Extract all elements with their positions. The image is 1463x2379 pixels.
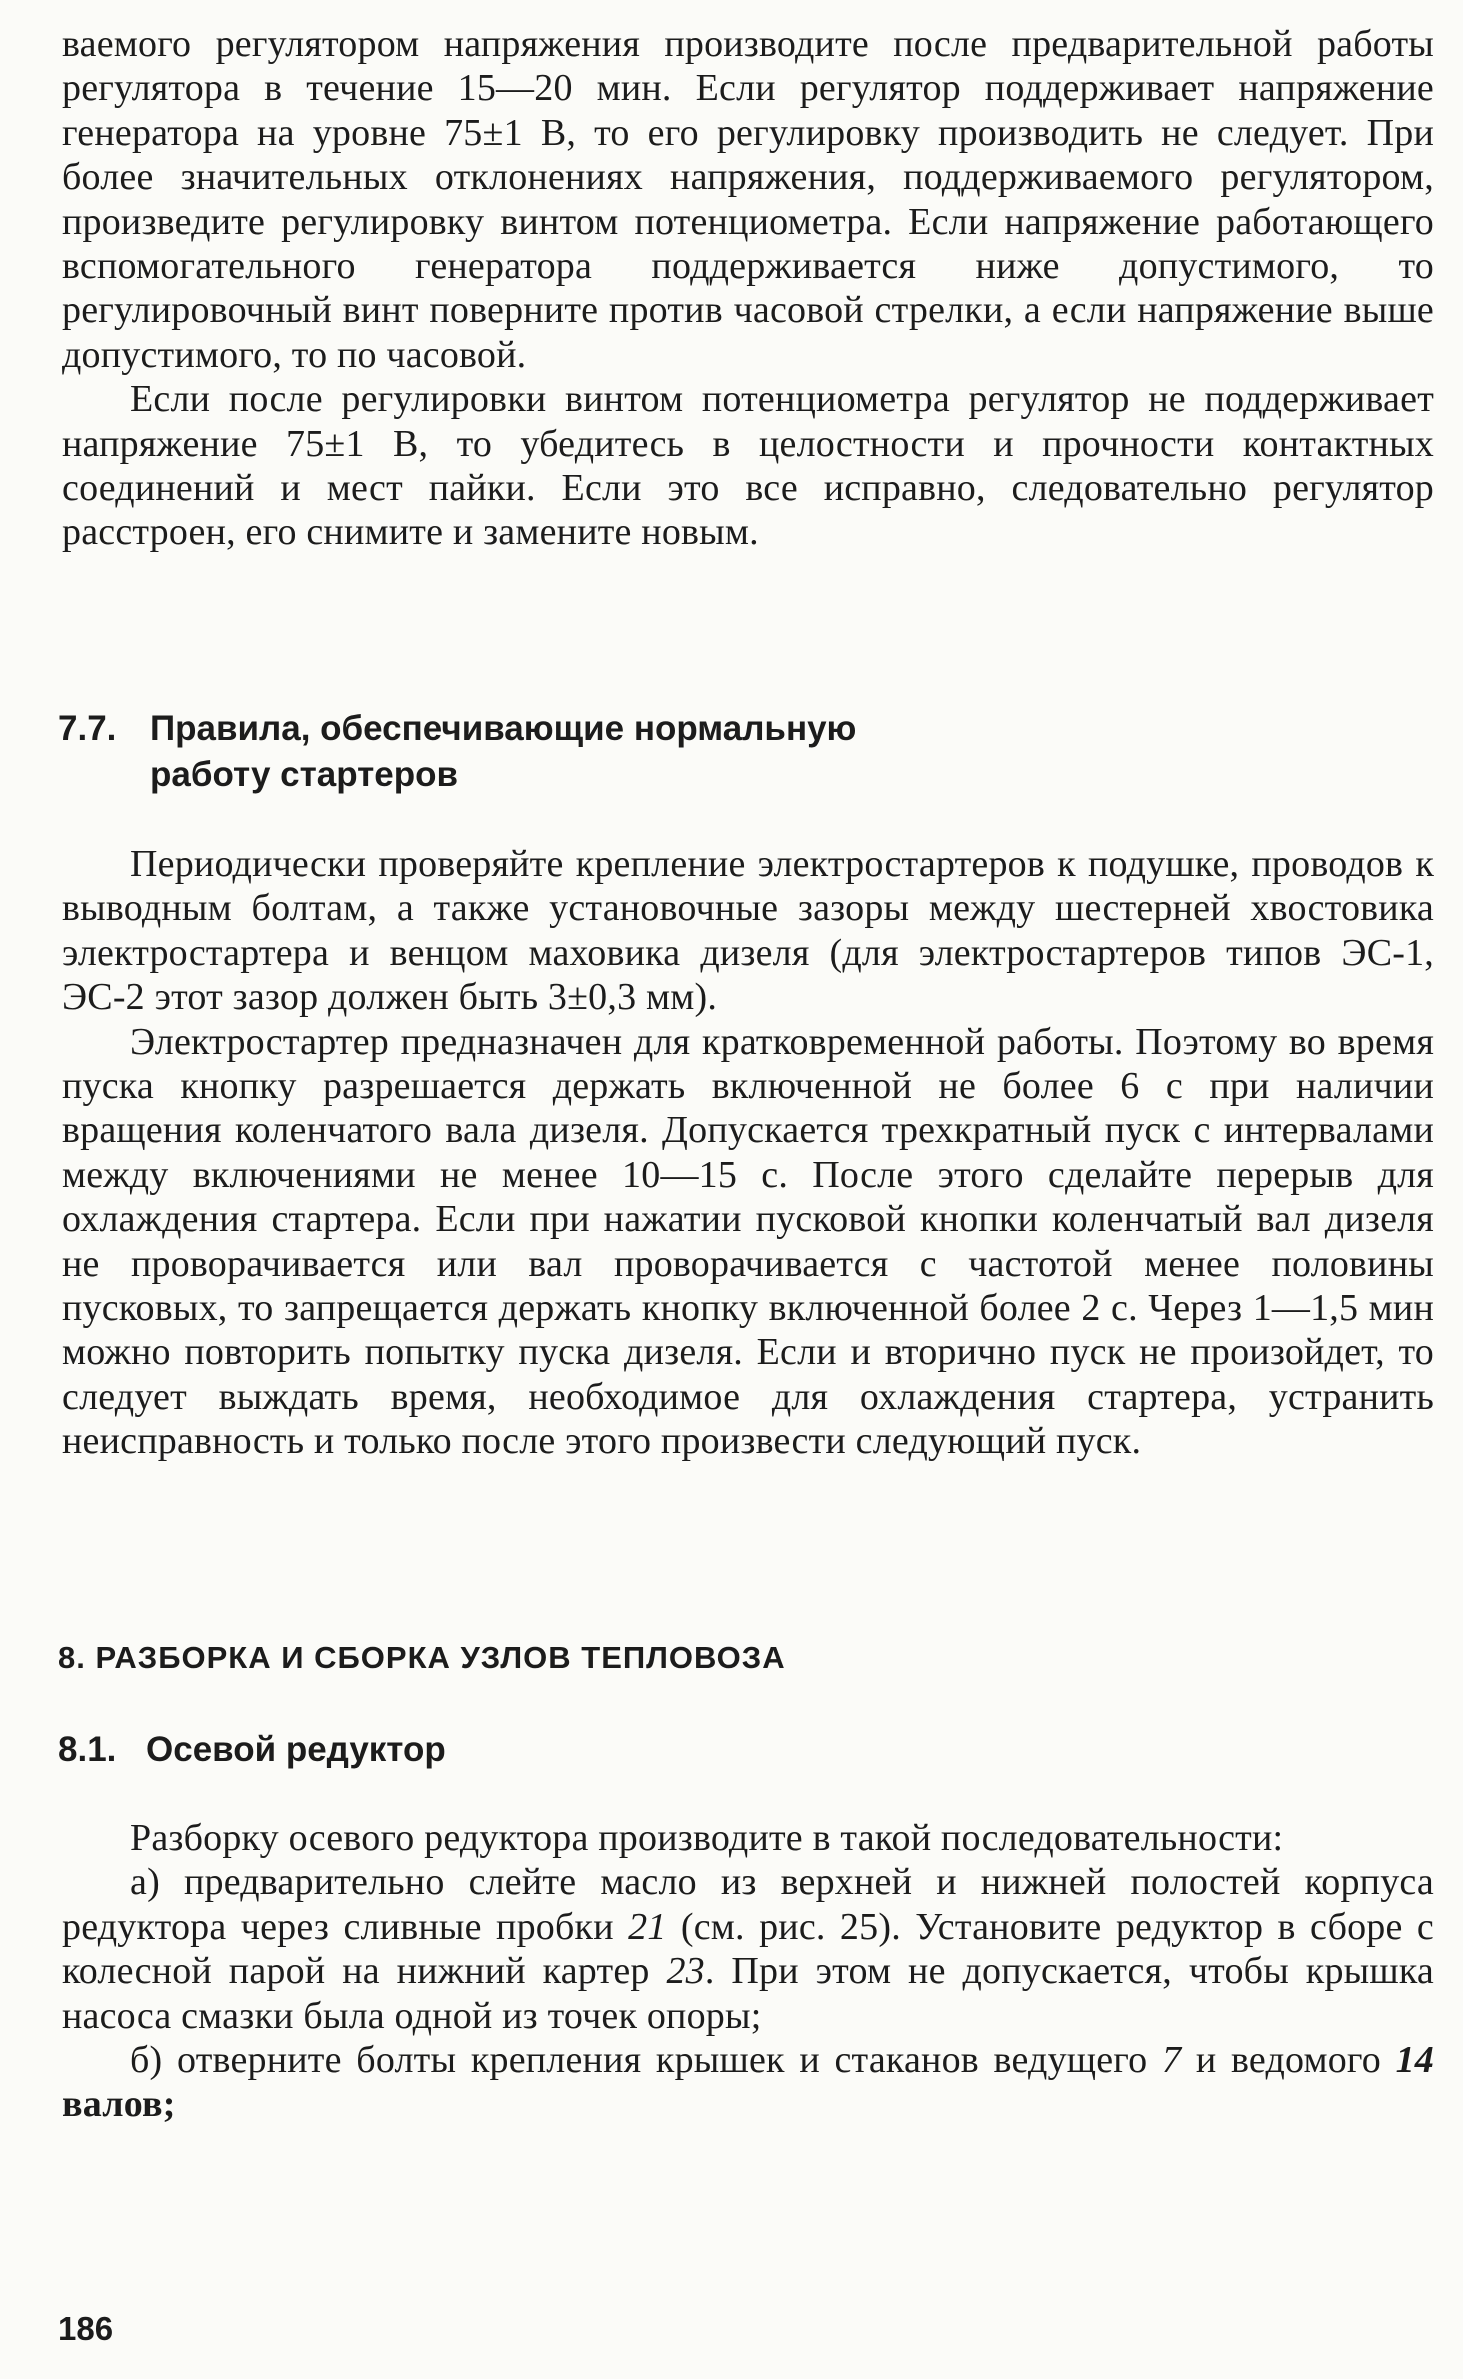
text-block-starters — [62, 842, 1434, 1464]
page-number: 186 — [58, 2310, 114, 2347]
text-block-reducer — [62, 1816, 1434, 2127]
paragraph-disassembly-intro: Разборку осевого редуктора производите в такой последовательности: — [130, 1817, 1284, 1859]
ref-number-7: 7 — [1161, 2039, 1182, 2082]
paragraph-regulator-check: Если после регулировки винтом потенциометра регулятор не поддерживает напряжение 75±1 В, то убедитесь в целостности и прочности контактных соединений и мест пайки. Если это все исправно, следовательно регулятор расстроен, его снимите и замените новым. — [62, 378, 1434, 554]
paragraph-starter-mounting: Периодически проверяйте крепление электростартеров к подушке, проводов к выводным болтам, а также установочные зазоры между шестерней хвостовика электростартера и венцом маховика дизеля (для электростартеров типов ЭС-1, ЭС-2 этот зазор должен быть 3±0,3 мм). — [62, 843, 1434, 1019]
section-heading-8-1 — [58, 1727, 446, 1773]
section-title-line2: работу стартеров — [150, 755, 459, 794]
paragraph-regulator-adjustment: ваемого регулятором напряжения производите после предварительной работы регулятора в течение 15—20 мин. Если регулятор поддерживает напряжение генератора на уровне 75±1 В, то его регулировку производить не следует. При более значительных отклонениях напряжения, поддерживаемого регулятором, произведите регулировку винтом потенциометра. Если напряжение работающего вспомогательного генератора поддерживается ниже допустимого, то регулировочный винт поверните против часовой стрелки, а если напряжение выше допустимого, то по часовой. — [62, 23, 1434, 376]
section-title-line1: Правила, обеспечивающие нормальную — [150, 709, 857, 748]
list-item-a: а) предварительно слейте масло из верхней и нижней полостей корпуса редуктора через сливные пробки 21 (см. рис. 25). Установите редуктор в сборе с колесной парой на нижний картер 23. При этом не допускается, чтобы крышка насоса смазки была одной из точек опоры; — [62, 1861, 1434, 2037]
section-number: 7.7. — [58, 709, 117, 748]
ref-number-14: 14 — [1395, 2039, 1434, 2082]
section-heading-7-7 — [58, 706, 856, 798]
ref-number-23: 23 — [666, 1950, 705, 1993]
list-item-b: б) отверните болты крепления крышек и стаканов ведущего 7 и ведомого 14 валов; — [62, 2039, 1434, 2126]
chapter-heading-8: 8. РАЗБОРКА И СБОРКА УЗЛОВ ТЕПЛОВОЗА — [58, 1640, 786, 1675]
text-block-top — [62, 22, 1434, 555]
section-number: 8.1. — [58, 1730, 117, 1769]
ref-number-21: 21 — [628, 1905, 667, 1948]
section-title: Осевой редуктор — [146, 1730, 446, 1769]
paragraph-starter-operation: Электростартер предназначен для кратковременной работы. Поэтому во время пуска кнопку разрешается держать включенной не более 6 с при наличии вращения коленчатого вала дизеля. Допускается трехкратный пуск с интервалами между включениями не менее 10—15 с. После этого сделайте перерыв для охлаждения стартера. Если при нажатии пусковой кнопки коленчатый вал дизеля не проворачивается или вал проворачивается с частотой менее половины пусковых, то запрещается держать кнопку включенной более 2 с. Через 1—1,5 мин можно повторить попытку пуска дизеля. Если и вторично пуск не произойдет, то следует выждать время, необходимое для охлаждения стартера, устранить неисправность и только после этого произвести следующий пуск. — [62, 1020, 1434, 1463]
